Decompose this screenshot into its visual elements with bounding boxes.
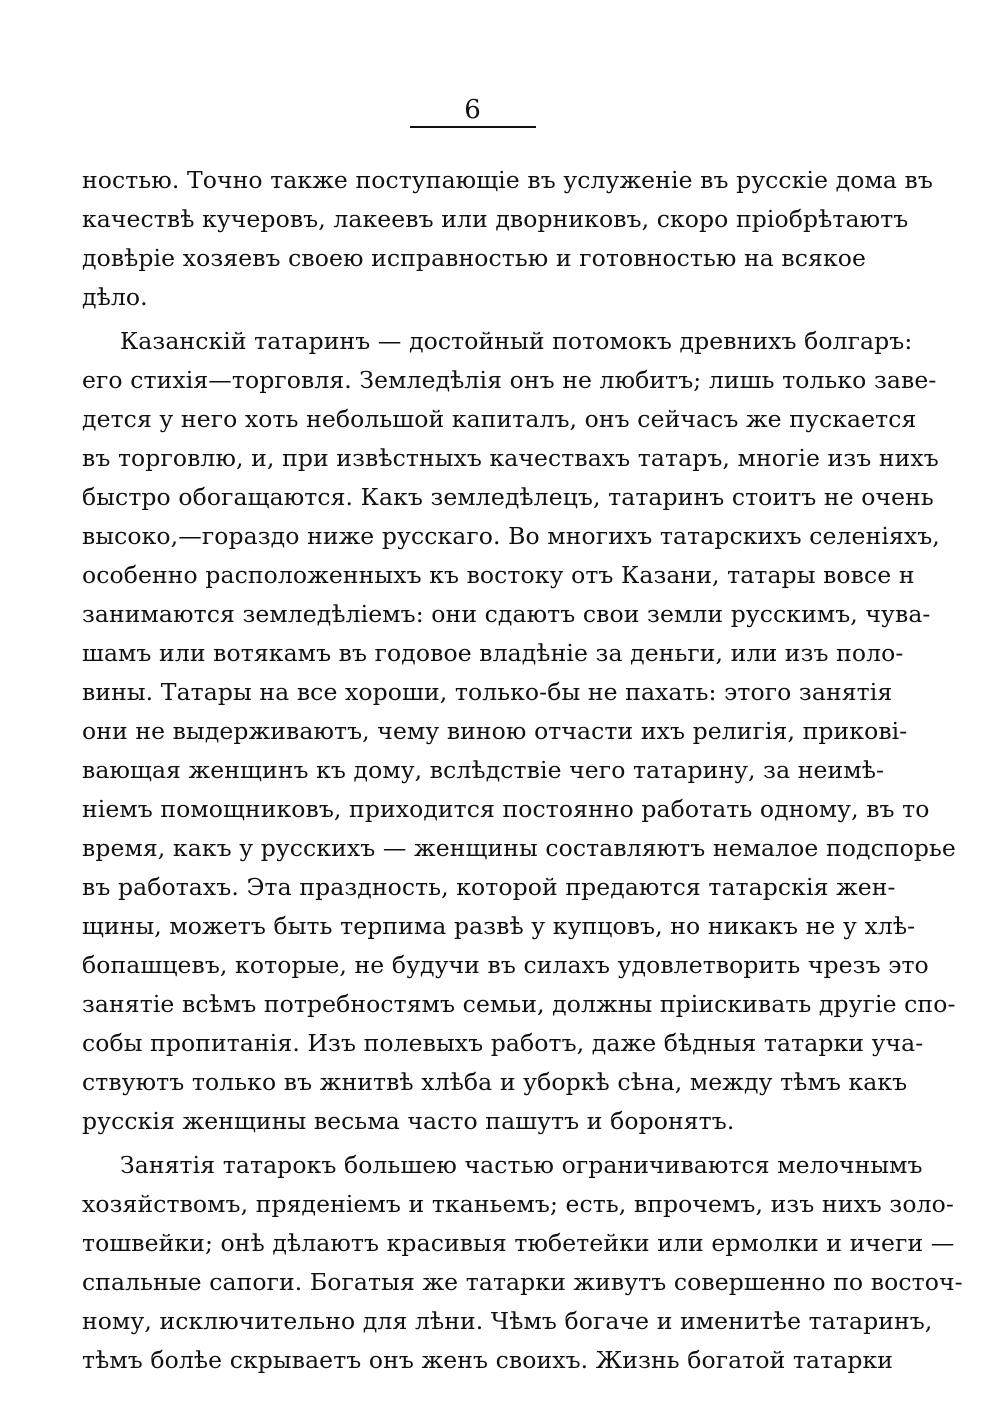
text-line: высоко,—гораздо ниже русскаго. Во многихъ татарскихъ селеніяхъ, — [82, 522, 940, 550]
text-line: занимаются земледѣліемъ: они сдаютъ свои земли русскимъ, чува- — [82, 600, 931, 628]
text-line: занятіе всѣмъ потребностямъ семьи, должны пріискивать другіе спо- — [82, 990, 956, 1018]
paragraph-1 — [82, 161, 933, 317]
text-line: въ работахъ. Эта праздность, которой предаются татарскія жен- — [82, 873, 896, 901]
text-line: щины, можетъ быть терпима развѣ у купцовъ, но никакъ не у хлѣ- — [82, 912, 916, 940]
text-line: шамъ или вотякамъ въ годовое владѣніе за деньги, или изъ поло- — [82, 639, 904, 667]
text-line: Казанскій татаринъ — достойный потомокъ древнихъ болгаръ: — [120, 327, 913, 355]
text-line: въ торговлю, и, при извѣстныхъ качествахъ татаръ, многіе изъ нихъ — [82, 444, 939, 472]
text-line: тошвейки; онѣ дѣлаютъ красивыя тюбетейки или ермолки и ичеги — — [82, 1229, 955, 1257]
text-line: вающая женщинъ къ дому, вслѣдствіе чего татарину, за неимѣ- — [82, 756, 885, 784]
text-line: хозяйствомъ, пряденіемъ и тканьемъ; есть, впрочемъ, изъ нихъ золо- — [82, 1190, 954, 1218]
text-line: вины. Татары на все хороши, только-бы не пахать: этого занятія — [82, 678, 893, 706]
text-line: Занятія татарокъ большею частью ограничиваются мелочнымъ — [120, 1151, 923, 1179]
text-line: время, какъ у русскихъ — женщины составляютъ немалое подспорье — [82, 834, 956, 862]
text-line: ніемъ помощниковъ, приходится постоянно работать одному, въ то — [82, 795, 930, 823]
text-line: особенно расположенныхъ къ востоку отъ Казани, татары вовсе н — [82, 561, 915, 589]
paragraph-3 — [82, 1146, 963, 1380]
text-line: тѣмъ болѣе скрываетъ онъ женъ своихъ. Жизнь богатой татарки — [82, 1346, 894, 1374]
text-line: бопашцевъ, которые, не будучи въ силахъ удовлетворить чрезъ это — [82, 951, 929, 979]
text-line: ностью. Точно также поступающіе въ услуженіе въ русскіе дома въ — [82, 166, 933, 194]
text-line: дется у него хоть небольшой капиталъ, онъ сейчасъ же пускается — [82, 405, 917, 433]
header-rule — [410, 126, 536, 128]
text-line: они не выдерживаютъ, чему виною отчасти ихъ религія, прикові- — [82, 717, 908, 745]
text-line: качествѣ кучеровъ, лакеевъ или дворниковъ, скоро пріобрѣтаютъ — [82, 205, 909, 233]
paragraph-2 — [82, 322, 956, 1141]
text-line: русскія женщины весьма часто пашутъ и боронятъ. — [82, 1107, 735, 1135]
text-line: спальные сапоги. Богатыя же татарки живутъ совершенно по восточ- — [82, 1268, 963, 1296]
text-line: довѣріе хозяевъ своею исправностью и готовностью на всякое — [82, 244, 866, 272]
text-line: его стихія—торговля. Земледѣлія онъ не любитъ; лишь только заве- — [82, 366, 937, 394]
text-line: ному, исключительно для лѣни. Чѣмъ богаче и именитѣе татаринъ, — [82, 1307, 933, 1335]
body-text — [82, 161, 963, 1380]
text-line: дѣло. — [82, 283, 148, 311]
text-line: собы пропитанія. Изъ полевыхъ работъ, даже бѣдныя татарки уча- — [82, 1029, 924, 1057]
page-number: 6 — [464, 95, 481, 125]
text-line: быстро обогащаются. Какъ земледѣлецъ, татаринъ стоитъ не очень — [82, 483, 934, 511]
text-line: ствуютъ только въ жнитвѣ хлѣба и уборкѣ сѣна, между тѣмъ какъ — [82, 1068, 908, 1096]
